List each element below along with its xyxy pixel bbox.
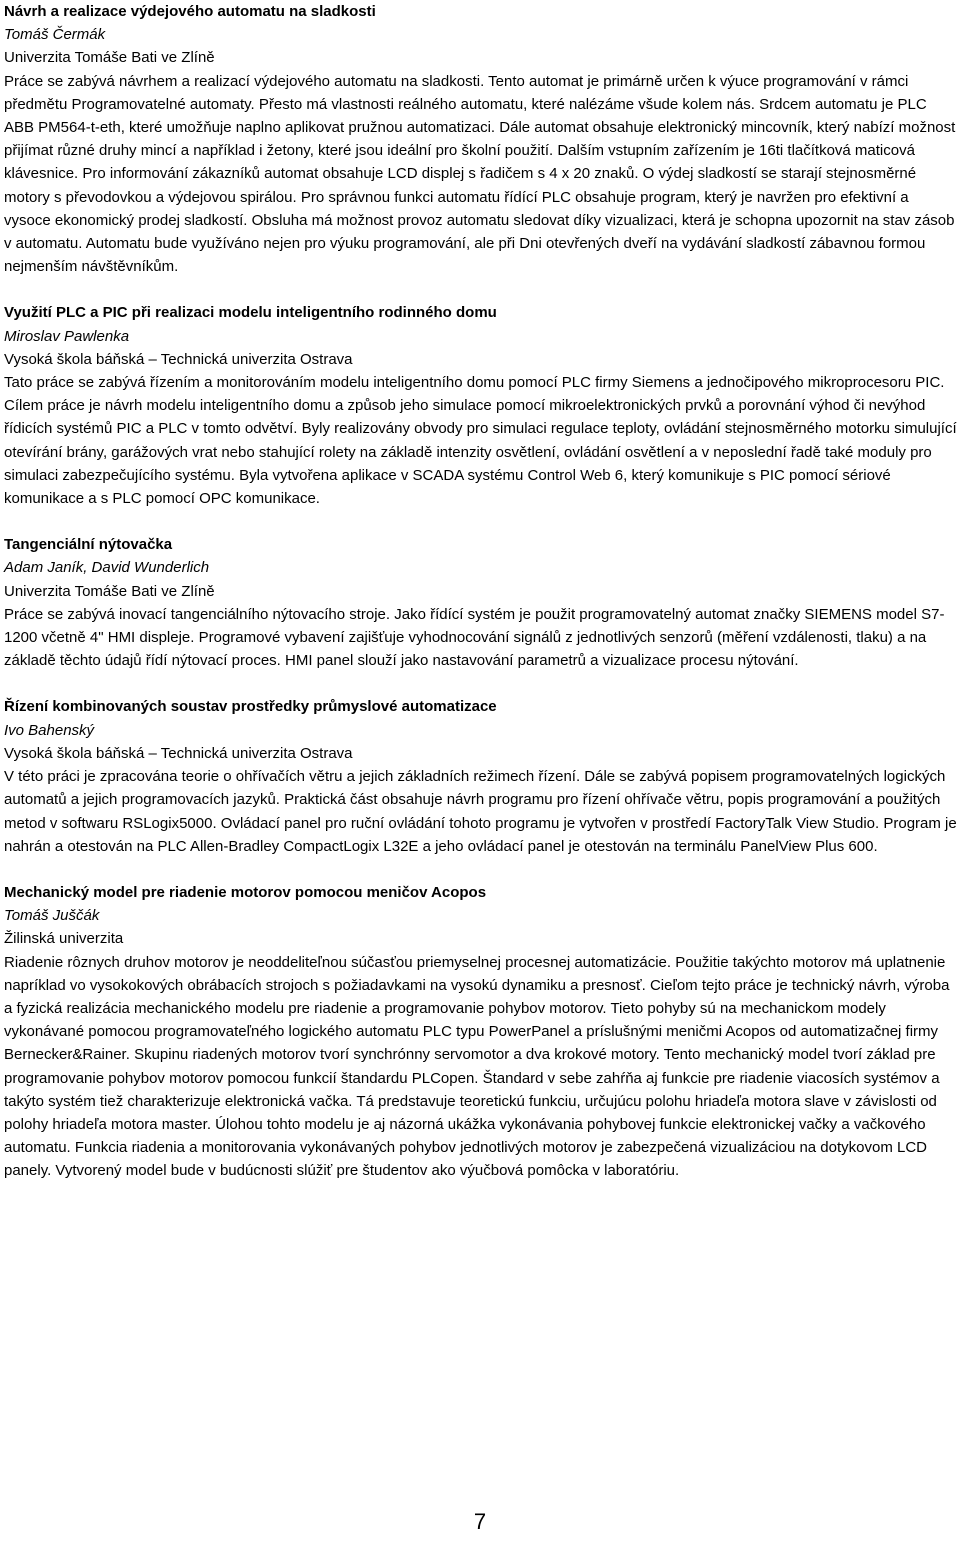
entry-abstract: V této práci je zpracována teorie o ohřívačích větru a jejich základních režimech řízení. Dále se zabývá popisem programovatelných logických automatů a jejich programovacích jazyků. Praktická část obsahuje návrh programu pro řízení ohřívače větru, popis programování a použitých metod v softwaru RSLogix5000. Ovládací panel pro ruční ovládání tohoto programu je vytvořen v prostředí FactoryTalk View Studio. Program je nahrán a otestován na PLC Allen-Bradley CompactLogix L32E a jeho ovládací panel je otestován na terminálu PanelView Plus 600. [4,768,957,855]
entry-title: Využití PLC a PIC při realizaci modelu inteligentního rodinného domu [4,304,497,322]
entry-authors: Tomáš Čermák [4,26,106,44]
abstract-entry [4,0,958,278]
entry-abstract: Práce se zabývá inovací tangenciálního nýtovacího stroje. Jako řídící systém je použit programovatelný automat značky SIEMENS model S7-1200 včetně 4" HMI displeje. Programové vybavení zajišťuje vyhodnocování signálů z jednotlivých senzorů (měření vzdálenosti, tlaku) a na základě těchto údajů řídí nýtovací proces. HMI panel slouží jako nastavování parametrů a vizualizace procesu nýtování. [4,605,945,670]
abstract-entry [4,881,958,1183]
document-page [4,0,958,1206]
entry-institution: Univerzita Tomáše Bati ve Zlíně [4,49,215,67]
entry-title: Řízení kombinovaných soustav prostředky průmyslové automatizace [4,698,497,716]
entry-institution: Vysoká škola báňská – Technická univerzita Ostrava [4,350,353,368]
abstract-entry [4,695,958,857]
entry-title: Mechanický model pre riadenie motorov pomocou meničov Acopos [4,883,487,901]
entry-title: Návrh a realizace výdejového automatu na sladkosti [4,3,376,20]
entry-institution: Žilinská univerzita [4,930,124,948]
entry-authors: Tomáš Juščák [4,907,100,925]
entry-abstract: Práce se zabývá návrhem a realizací výdejového automatu na sladkosti. Tento automat je primárně určen k výuce programování v rámci předmětu Programovatelné automaty. Přesto má vlastnosti reálného automatu, které nalézáme všude kolem nás. Srdcem automatu je PLC ABB PM564-t-eth, které umožňuje naplno aplikovat pružnou automatizaci. Dále automat obsahuje elektronický mincovník, který nabízí možnost přijímat různé druhy mincí a například i žetony, které jsou ideální pro školní použití. Dalším vstupním zařízením je 16ti tlačítková maticová klávesnice. Pro informování zákazníků automat obsahuje LCD displej s řadičem s 4 x 20 znaků. O výdej sladkostí se starají stejnosměrné motory s převodovkou a výdejovou spirálou. Pro správnou funkci automatu řídící PLC obsahuje program, který je navržen pro efektivní a vysoce ekonomický prodej sladkostí. Obsluha má možnost provoz automatu sledovat díky vizualizaci, která je schopna upozornit na stav zásob v automatu. Automatu bude využíváno nejen pro výuku programování, ale při Dni otevřených dveří na vydávání sladkostí zábavnou formou nejmenším návštěvníkům. [4,72,956,276]
entry-title: Tangenciální nýtovačka [4,536,173,554]
entry-authors: Adam Janík, David Wunderlich [4,559,210,577]
entry-authors: Ivo Bahenský [4,721,95,739]
entry-abstract: Riadenie rôznych druhov motorov je neoddeliteľnou súčasťou priemyselnej procesnej automatizácie. Použitie takýchto motorov má uplatnenie napríklad vo vysokokových obrábacích strojoch s požiadavkami na vysokú dynamiku a presnosť. Cieľom tejto práce je technický návrh, výroba a fyzická realizácia mechanického modelu pre riadenie a programovanie pohybov motorov. Tieto pohyby sú na mechanickom modely vykonávané pomocou programovateľného logického automatu PLC typu PowerPanel a príslušnými meničmi Acopos od automatizačnej firmy Bernecker&Rainer. Skupinu riadených motorov tvorí synchrónny servomotor a dva krokové motory. Tento mechanický model tvorí základ pre programovanie pohybov motorov pomocou funkcií štandardu PLCopen. Štandard v sebe zahŕňa aj funkcie pre riadenie viacosích systémov a takýto systém tiež charakterizuje elektronická vačka. Tá predstavuje teoretickú funkciu, určujúcu polohu hriadeľa motora slave v závislosti od polohy hriadeľa motora master. Úlohou tohto modelu je aj názorná ukážka vykonávania pohybovej funkcie elektronickej vačky a vačkového automatu. Funkcia riadenia a monitorovania vykonávaných pohybov jednotlivých motorov je zabezpečená vizualizáciou na dotykovom LCD panely. Vytvorený model bude v budúcnosti slúžiť pre študentov ako výučbová pomôcka v laboratóriu. [4,953,950,1180]
abstract-entry [4,301,958,510]
entry-institution: Univerzita Tomáše Bati ve Zlíně [4,582,215,600]
entry-abstract: Tato práce se zabývá řízením a monitorováním modelu inteligentního domu pomocí PLC firmy Siemens a jednočipového mikroprocesoru PIC. Cílem práce je návrh modelu inteligentního domu a způsob jeho simulace pomocí mikroelektronických prvků a porovnání výhod či nevýhod řídicích systémů PIC a PLC v tomto odvětví. Byly realizovány obvody pro simulaci regulace teploty, ovládání stejnosměrného motorku simulující otevírání brány, garážových vrat nebo stahující rolety na základě intenzity osvětlení, ovládání osvětlení a v neposlední řadě také moduly pro simulaci zabezpečujícího systému. Byla vytvořena aplikace v SCADA systému Control Web 6, který komunikuje s PIC pomocí sériové komunikace a s PLC pomocí OPC komunikace. [4,374,957,508]
abstract-entry [4,533,958,672]
entry-institution: Vysoká škola báňská – Technická univerzita Ostrava [4,744,353,762]
page-number: 7 [473,1509,487,1534]
entry-authors: Miroslav Pawlenka [4,327,130,345]
